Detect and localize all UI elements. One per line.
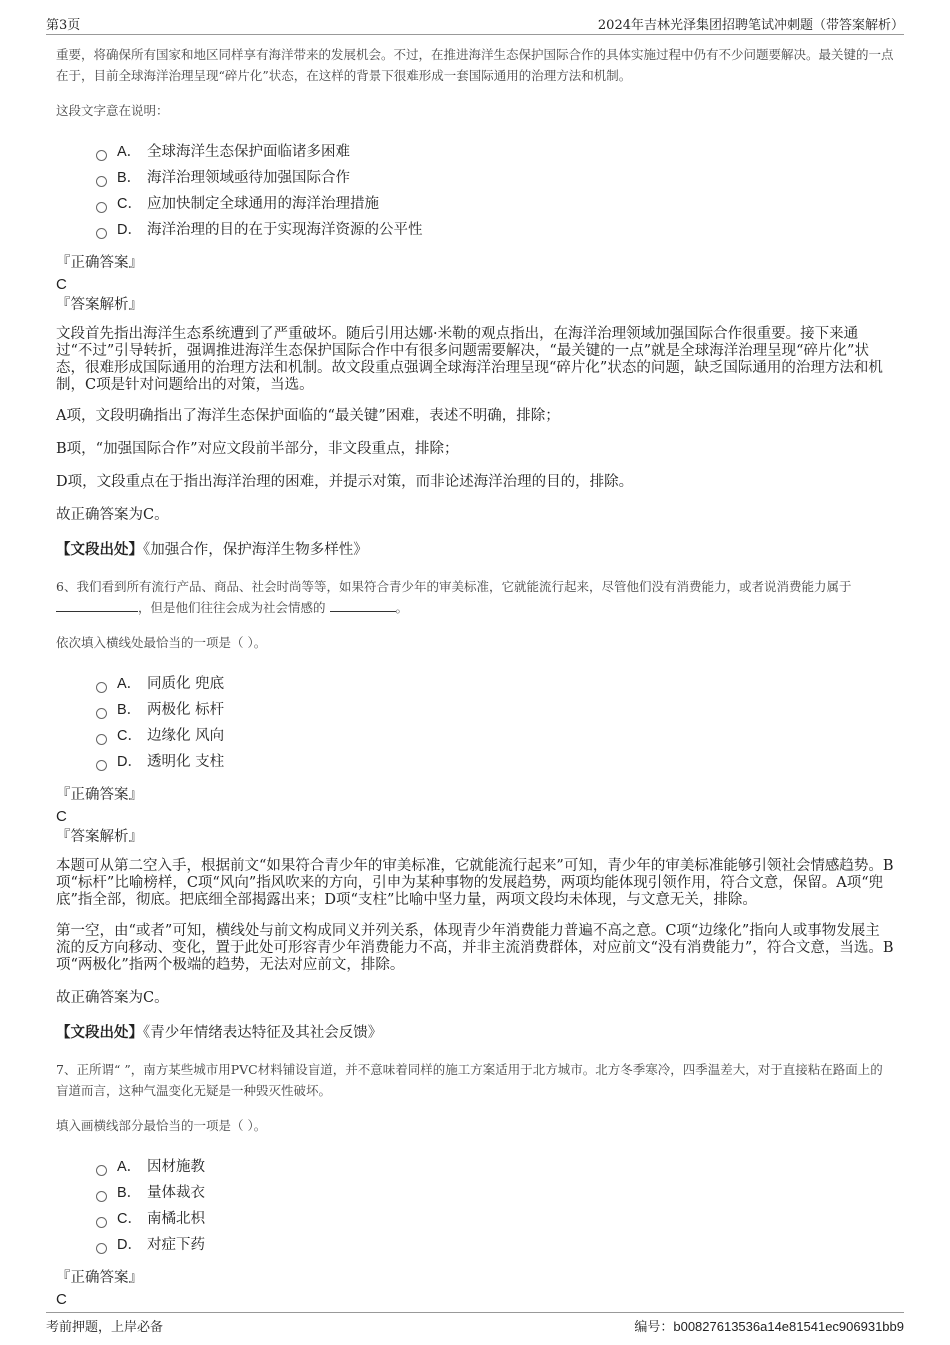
question-6-prompt: 依次填入横线处最恰当的一项是（ ）。 [56, 635, 267, 650]
question-7-options [96, 1154, 894, 1258]
option-a[interactable]: A． 同质化 兜底 [96, 671, 894, 697]
radio-icon[interactable] [96, 708, 107, 719]
radio-icon[interactable] [96, 202, 107, 213]
analysis-paragraph: B项，“加强国际合作”对应文段前半部分，非文段重点，排除； [56, 441, 459, 457]
question-7-text: 7、正所谓“ ”，南方某些城市用PVC材料铺设盲道，并不意味着同样的施工方案适用于北方城市。北方冬季寒冷，四季温差大，对于直接粘在路面上的盲道而言，这种气温变化无疑是一种毁灭性破坏。 [56, 1062, 883, 1098]
radio-icon[interactable] [96, 1243, 107, 1254]
analysis-paragraph: 故正确答案为C。 [56, 990, 169, 1006]
answer-value: C [56, 276, 67, 293]
analysis-paragraph: 故正确答案为C。 [56, 507, 169, 523]
option-d[interactable]: D． 对症下药 [96, 1232, 894, 1258]
option-b[interactable]: B． 两极化 标杆 [96, 697, 894, 723]
radio-icon[interactable] [96, 760, 107, 771]
option-c[interactable]: C． 应加快制定全球通用的海洋治理措施 [96, 191, 894, 217]
option-a[interactable]: A． 因材施教 [96, 1154, 894, 1180]
option-c[interactable]: C． 南橘北枳 [96, 1206, 894, 1232]
question-5-prompt: 这段文字意在说明： [56, 103, 169, 118]
analysis-paragraph: 第一空，由“或者”可知，横线处与前文构成同义并列关系，体现青少年消费能力普遍不高之意。C项“边缘化”指向人或事物发展主流的反方向移动、变化，置于此处可形容青少年消费能力不高，并非主流消费群体，对应前文“没有消费能力”，符合文意，当选。B项“两极化”指两个极端的趋势，无法对应前文，排除。 [56, 923, 894, 973]
page-number: 第3页 [46, 18, 81, 33]
page-header [46, 12, 904, 35]
question-6-options [96, 671, 894, 775]
option-d[interactable]: D． 透明化 支柱 [96, 749, 894, 775]
answer-value: C [56, 1291, 67, 1308]
footer-slogan: 考前押题，上岸必备 [46, 1320, 164, 1335]
document-title: 2024年吉林光泽集团招聘笔试冲刺题（带答案解析） [597, 18, 904, 33]
radio-icon[interactable] [96, 228, 107, 239]
question-5-text: 重要，将确保所有国家和地区同样享有海洋带来的发展机会。不过，在推进海洋生态保护国际合作的具体实施过程中仍有不少问题要解决。最关键的一点在于，目前全球海洋治理呈现“碎片化”状态，在这样的背景下很难形成一套国际通用的治理方法和机制。 [56, 47, 894, 83]
option-d[interactable]: D． 海洋治理的目的在于实现海洋资源的公平性 [96, 217, 894, 243]
analysis-paragraph: D项，文段重点在于指出海洋治理的困难，并提示对策，而非论述海洋治理的目的，排除。 [56, 474, 634, 490]
answer-label: 『正确答案』 [56, 1270, 143, 1286]
radio-icon[interactable] [96, 176, 107, 187]
answer-label: 『正确答案』 [56, 787, 143, 803]
source-citation: 【文段出处】《加强合作，保护海洋生物多样性》 [56, 541, 368, 558]
option-c[interactable]: C． 边缘化 风向 [96, 723, 894, 749]
answer-value: C [56, 808, 67, 825]
analysis-paragraph: A项，文段明确指出了海洋生态保护面临的“最关键”困难，表述不明确，排除； [56, 408, 560, 424]
option-b[interactable]: B． 海洋治理领域亟待加强国际合作 [96, 165, 894, 191]
question-5-options [96, 139, 894, 243]
document-code: 编号：b00827613536a14e81541ec906931bb9 [634, 1319, 904, 1334]
radio-icon[interactable] [96, 1165, 107, 1176]
question-7-prompt: 填入画横线部分最恰当的一项是（ ）。 [56, 1118, 267, 1133]
analysis-paragraph: 本题可从第二空入手，根据前文“如果符合青少年的审美标准，它就能流行起来”可知，青少年的审美标准能够引领社会情感趋势。B项“标杆”比喻榜样，C项“风向”指风吹来的方向，引申为某种事物的发展趋势，两项均能体现引领作用，符合文意，保留。A项“兜底”指全部，彻底。把底细全部揭露出来；D项“支柱”比喻中坚力量，两项文段均未体现，与文意无关，排除。 [56, 858, 894, 908]
analysis-label: 『答案解析』 [56, 829, 143, 845]
blank-line [56, 599, 138, 612]
radio-icon[interactable] [96, 1217, 107, 1228]
answer-label: 『正确答案』 [56, 255, 143, 271]
radio-icon[interactable] [96, 682, 107, 693]
blank-line [330, 599, 396, 612]
option-a[interactable]: A． 全球海洋生态保护面临诸多困难 [96, 139, 894, 165]
radio-icon[interactable] [96, 150, 107, 161]
option-b[interactable]: B． 量体裁衣 [96, 1180, 894, 1206]
question-6-text: 6、我们看到所有流行产品、商品、社会时尚等等，如果符合青少年的审美标准，它就能流行起来，尽管他们没有消费能力，或者说消费能力属于 ，但是他们往往会成为社会情感的 。 [56, 579, 852, 615]
page-footer [46, 1312, 904, 1337]
document-body [56, 44, 894, 1310]
radio-icon[interactable] [96, 734, 107, 745]
analysis-label: 『答案解析』 [56, 297, 143, 313]
radio-icon[interactable] [96, 1191, 107, 1202]
source-citation: 【文段出处】《青少年情绪表达特征及其社会反馈》 [56, 1024, 383, 1041]
analysis-paragraph: 文段首先指出海洋生态系统遭到了严重破坏。随后引用达娜·米勒的观点指出，在海洋治理领域加强国际合作很重要。接下来通过“不过”引导转折，强调推进海洋生态保护国际合作中有很多问题需要解决，“最关键的一点”就是全球海洋治理呈现“碎片化”状态，很难形成国际通用的治理方法和机制。故文段重点强调全球海洋治理呈现“碎片化”状态的问题，缺乏国际通用的治理方法和机制，C项是针对问题给出的对策，当选。 [56, 326, 883, 393]
